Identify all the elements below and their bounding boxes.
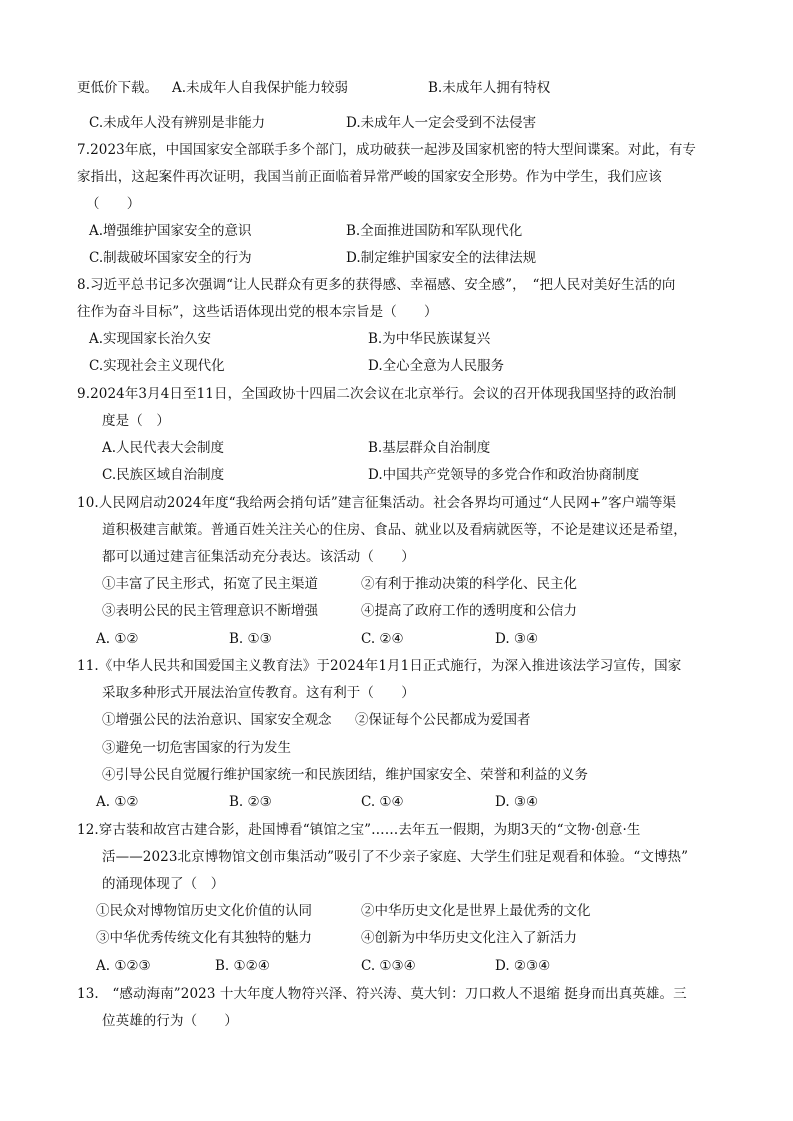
q13-stem-line-1: 13. “感动海南”2023 十大年度人物符兴泽、符兴涛、莫大钊：刀口救人不退缩 挺身而出真英雄。三 xyxy=(77,986,687,1002)
q10-option-d: D. ③④ xyxy=(495,631,539,647)
q11-statement-2: ②保证每个公民都成为爱国者 xyxy=(355,712,531,728)
q9-option-b: B.基层群众自治制度 xyxy=(368,440,491,456)
q10-stem-line-2: 道积极建言献策。普通百姓关注关心的住房、食品、就业以及看病就医等，不论是建议还是希望， xyxy=(102,522,687,538)
q7-option-b: B.全面推进国防和军队现代化 xyxy=(346,223,523,239)
q6-option-b: B.未成年人拥有特权 xyxy=(428,80,551,96)
q9-option-c: C.民族区域自治制度 xyxy=(102,467,225,483)
q8-option-a: A.实现国家长治久安 xyxy=(89,331,212,347)
q10-option-c: C. ②④ xyxy=(361,631,404,647)
q10-statement-1: ①丰富了民主形式，拓宽了民主渠道 xyxy=(102,576,318,592)
q10-option-a: A. ①② xyxy=(96,631,139,647)
q12-option-b: B. ①②④ xyxy=(215,958,270,974)
q7-stem-line-2: 家指出，这起案件再次证明，我国当前正面临着异常严峻的国家安全形势。作为中学生，我们应该 xyxy=(77,169,662,185)
q8-option-d: D.全心全意为人民服务 xyxy=(368,358,505,374)
q10-statement-3: ③表明公民的民主管理意识不断增强 xyxy=(102,603,318,619)
q10-statement-4: ④提高了政府工作的透明度和公信力 xyxy=(361,603,577,619)
q11-statement-3: ③避免一切危害国家的行为发生 xyxy=(102,740,291,756)
q8-stem-line-1: 8.习近平总书记多次强调“让人民群众有更多的获得感、幸福感、安全感”， “把人民对美好生活的向 xyxy=(77,277,676,293)
q11-stem-line-1: 11.《中华人民共和国爱国主义教育法》于2024年1月1日正式施行，为深入推进该法学习宣传，国家 xyxy=(77,658,682,674)
q7-option-c: C.制裁破坏国家安全的行为 xyxy=(89,250,252,266)
q10-option-b: B. ①③ xyxy=(229,631,272,647)
q10-stem-line-1: 10.人民网启动2024年度“我给两会捎句话”建言征集活动。社会各界均可通过“人民网+”客户端等渠 xyxy=(77,495,677,511)
q7-option-a: A.增强维护国家安全的意识 xyxy=(89,223,252,239)
q9-stem-line-2: 度是（ ） xyxy=(102,413,170,429)
q8-option-c: C.实现社会主义现代化 xyxy=(89,358,225,374)
q11-option-b: B. ②③ xyxy=(229,794,272,810)
q7-stem-line-1: 7.2023年底，中国国家安全部联手多个部门，成功破获一起涉及国家机密的特大型间谍案。对此，有专 xyxy=(77,142,697,158)
q6-option-c: C.未成年人没有辨别是非能力 xyxy=(89,115,266,131)
q11-stem-line-2: 采取多种形式开展法治宣传教育。这有利于（ ） xyxy=(102,685,415,701)
q12-statement-2: ②中华历史文化是世界上最优秀的文化 xyxy=(361,903,591,919)
q11-option-c: C. ①④ xyxy=(361,794,404,810)
q10-statement-2: ②有利于推动决策的科学化、民主化 xyxy=(361,576,577,592)
q12-statement-3: ③中华优秀传统文化有其独特的魅力 xyxy=(96,930,312,946)
q11-statement-4: ④引导公民自觉履行维护国家统一和民族团结，维护国家安全、荣誉和利益的义务 xyxy=(102,767,588,783)
q11-option-d: D. ③④ xyxy=(495,794,539,810)
q9-stem-line-1: 9.2024年3月4日至11日，全国政协十四届二次会议在北京举行。会议的召开体现我国坚持的政治制 xyxy=(77,386,677,402)
q11-option-a: A. ①② xyxy=(96,794,139,810)
q6-tail: 更低价下载。 xyxy=(77,80,158,96)
q12-stem-line-3: 的涌现体现了（ ） xyxy=(102,876,225,892)
q6-option-d: D.未成年人一定会受到不法侵害 xyxy=(346,115,537,131)
q12-option-a: A. ①②③ xyxy=(96,958,151,974)
q12-option-c: C. ①③④ xyxy=(361,958,416,974)
q6-option-a: A.未成年人自我保护能力较弱 xyxy=(172,80,349,96)
q8-stem-line-2: 往作为奋斗目标”，这些话语体现出党的根本宗旨是（ ） xyxy=(77,304,438,320)
q12-statement-1: ①民众对博物馆历史文化价值的认同 xyxy=(96,903,312,919)
q10-stem-line-3: 都可以通过建言征集活动充分表达。该活动（ ） xyxy=(102,549,415,565)
q12-stem-line-2: 活——2023北京博物馆文创市集活动”吸引了不少亲子家庭、大学生们驻足观看和体验。“文博热” xyxy=(102,849,689,865)
q7-stem-line-3: （ ） xyxy=(86,196,141,212)
q12-statement-4: ④创新为中华历史文化注入了新活力 xyxy=(361,930,577,946)
q12-stem-line-1: 12.穿古装和故宫古建合影，赴国博看“镇馆之宝”……去年五一假期，为期3天的“文物·创意·生 xyxy=(77,822,641,838)
q9-option-a: A.人民代表大会制度 xyxy=(102,440,225,456)
q9-option-d: D.中国共产党领导的多党合作和政治协商制度 xyxy=(368,467,640,483)
q11-statement-1: ①增强公民的法治意识、国家安全观念 xyxy=(102,712,332,728)
q8-option-b: B.为中华民族谋复兴 xyxy=(368,331,491,347)
q12-option-d: D. ②③④ xyxy=(495,958,551,974)
q13-stem-line-2: 位英雄的行为（ ） xyxy=(102,1013,238,1029)
q7-option-d: D.制定维护国家安全的法律法规 xyxy=(346,250,537,266)
